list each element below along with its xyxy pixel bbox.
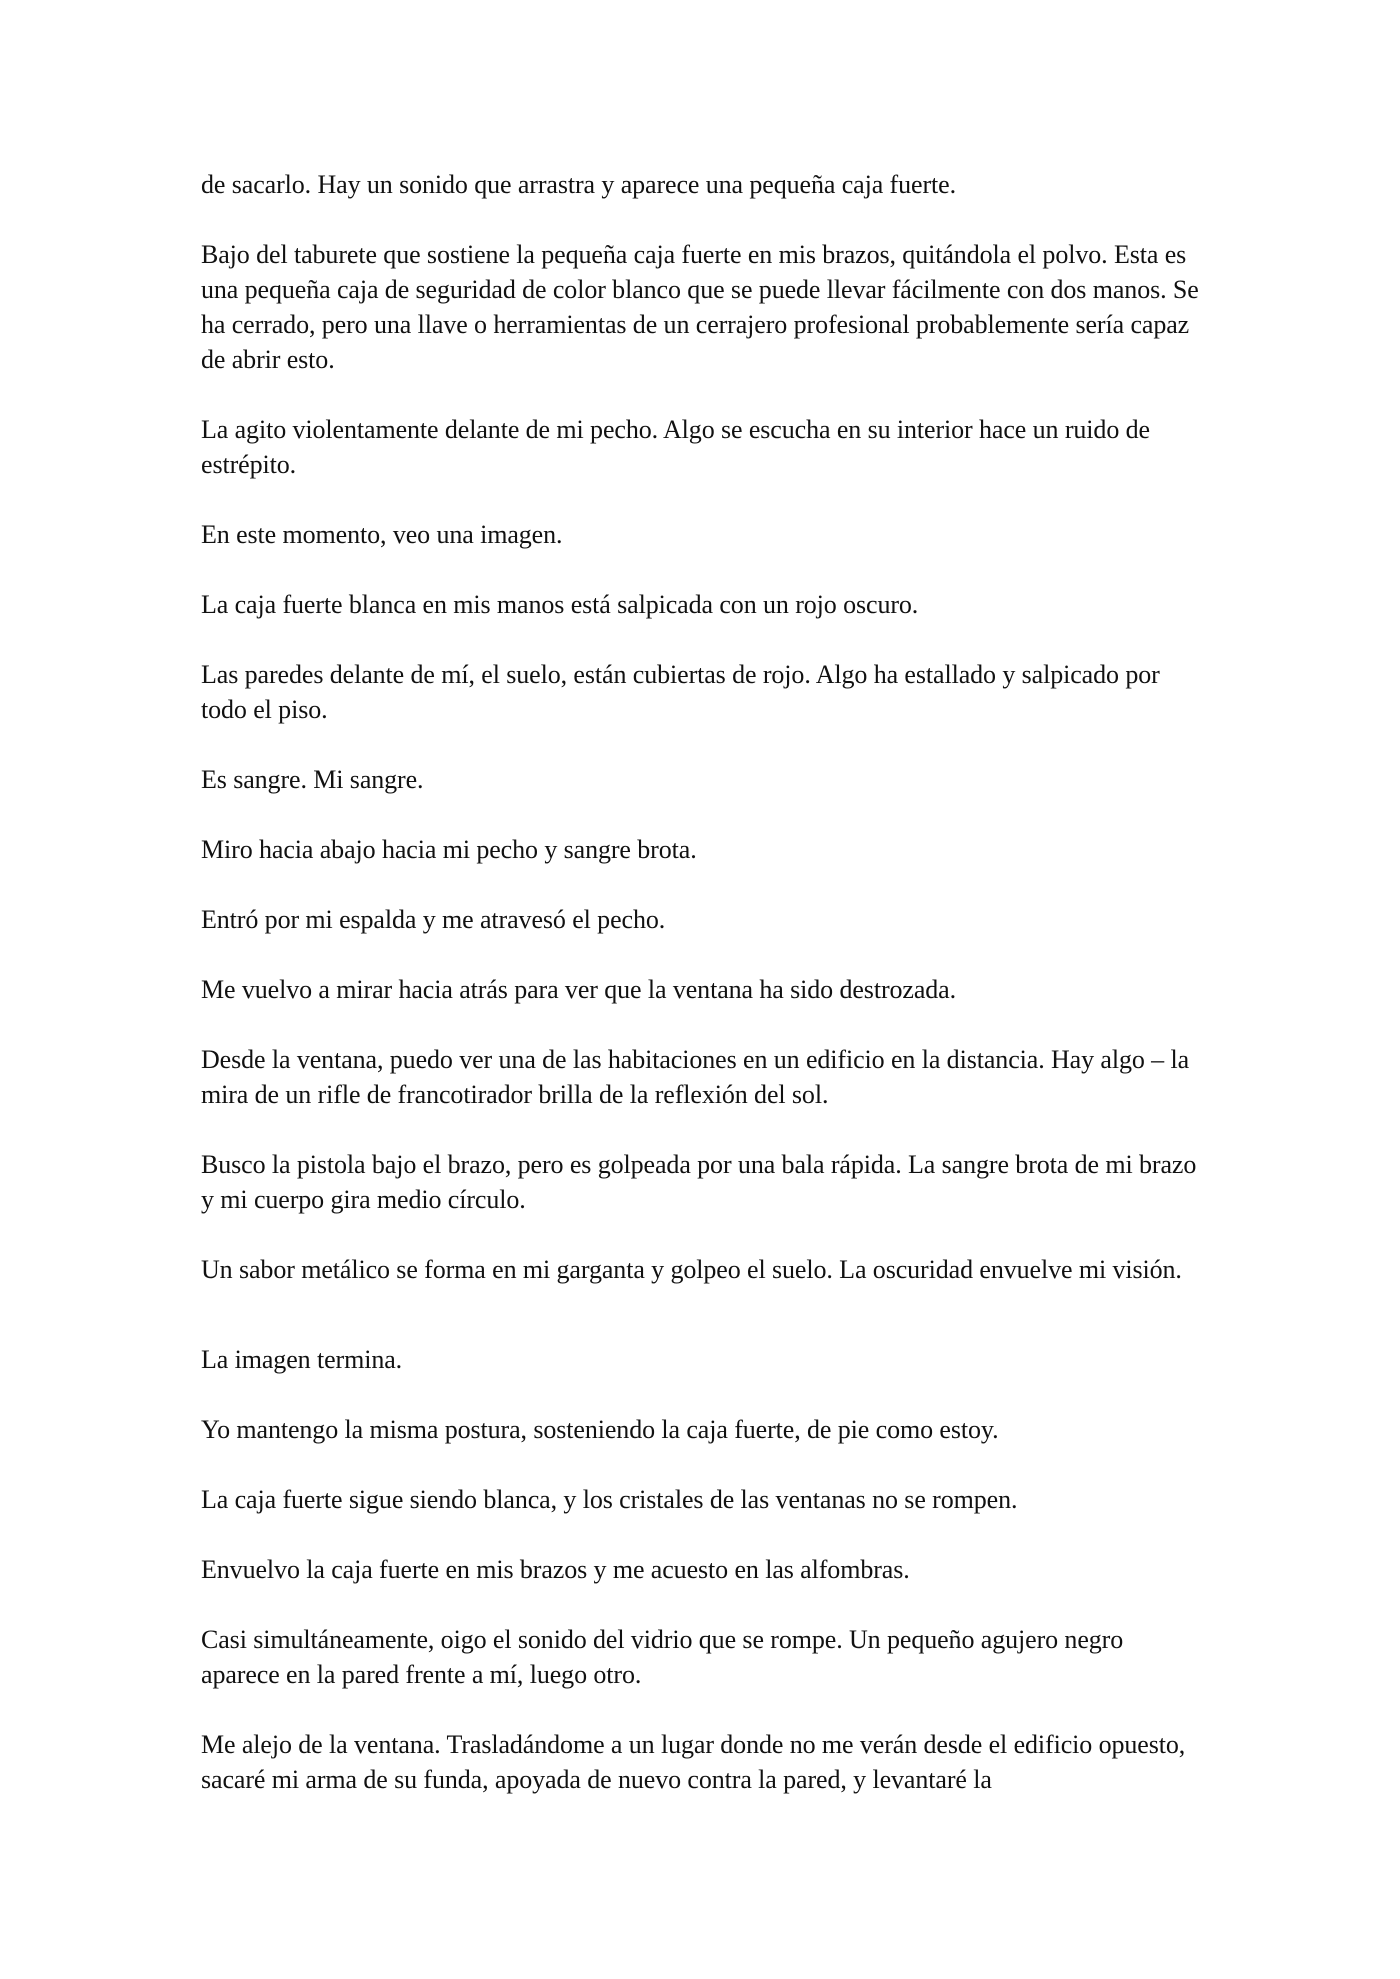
paragraph-text: Envuelvo la caja fuerte en mis brazos y me acuesto en las alfombras. xyxy=(201,1555,910,1584)
paragraph-text: Casi simultáneamente, oigo el sonido del vidrio que se rompe. Un pequeño agujero negro aparece en la pared frente a mí, luego otro. xyxy=(201,1625,1124,1689)
text-paragraph xyxy=(201,762,1201,797)
text-paragraph xyxy=(201,1252,1201,1287)
paragraph-text: En este momento, veo una imagen. xyxy=(201,520,563,549)
text-paragraph xyxy=(201,1482,1201,1517)
paragraph-text: La agito violentamente delante de mi pecho. Algo se escucha en su interior hace un ruido de estrépito. xyxy=(201,415,1150,479)
text-paragraph xyxy=(201,1622,1201,1692)
text-paragraph xyxy=(201,412,1201,482)
text-paragraph xyxy=(201,657,1201,727)
paragraph-text: La imagen termina. xyxy=(201,1345,403,1374)
text-paragraph xyxy=(201,587,1201,622)
text-paragraph xyxy=(201,832,1201,867)
paragraph-text: Yo mantengo la misma postura, sosteniendo la caja fuerte, de pie como estoy. xyxy=(201,1415,999,1444)
paragraph-text: La caja fuerte blanca en mis manos está salpicada con un rojo oscuro. xyxy=(201,590,919,619)
text-paragraph xyxy=(201,167,1201,202)
text-paragraph xyxy=(201,1042,1201,1112)
text-paragraph xyxy=(201,517,1201,552)
text-paragraph xyxy=(201,1552,1201,1587)
paragraph-text: Entró por mi espalda y me atravesó el pecho. xyxy=(201,905,666,934)
paragraph-text: Un sabor metálico se forma en mi garganta y golpeo el suelo. La oscuridad envuelve mi visión. xyxy=(201,1255,1182,1284)
paragraph-text: Es sangre. Mi sangre. xyxy=(201,765,424,794)
paragraph-text: Busco la pistola bajo el brazo, pero es golpeada por una bala rápida. La sangre brota de mi brazo y mi cuerpo gira medio círculo. xyxy=(201,1150,1197,1214)
paragraph-text: Bajo del taburete que sostiene la pequeña caja fuerte en mis brazos, quitándola el polvo. Esta es una pequeña caja de seguridad de color blanco que se puede llevar fácilmente con dos manos. Se ha cerrado, pero una llave o herramientas de un cerrajero profesional probablemente sería capaz de abrir esto. xyxy=(201,240,1199,374)
text-paragraph xyxy=(201,1342,1201,1377)
text-paragraph xyxy=(201,237,1201,377)
paragraph-text: Miro hacia abajo hacia mi pecho y sangre brota. xyxy=(201,835,697,864)
text-paragraph xyxy=(201,972,1201,1007)
text-paragraph xyxy=(201,1727,1201,1797)
paragraph-text: La caja fuerte sigue siendo blanca, y los cristales de las ventanas no se rompen. xyxy=(201,1485,1018,1514)
text-paragraph xyxy=(201,1412,1201,1447)
paragraph-text: Desde la ventana, puedo ver una de las habitaciones en un edificio en la distancia. Hay algo – la mira de un rifle de francotirador brilla de la reflexión del sol. xyxy=(201,1045,1190,1109)
paragraph-text: Las paredes delante de mí, el suelo, están cubiertas de rojo. Algo ha estallado y salpicado por todo el piso. xyxy=(201,660,1160,724)
paragraph-text: Me vuelvo a mirar hacia atrás para ver que la ventana ha sido destrozada. xyxy=(201,975,957,1004)
paragraph-text: Me alejo de la ventana. Trasladándome a un lugar donde no me verán desde el edificio opuesto, sacaré mi arma de su funda, apoyada de nuevo contra la pared, y levantaré la xyxy=(201,1730,1186,1794)
text-paragraph xyxy=(201,1147,1201,1217)
paragraph-text: de sacarlo. Hay un sonido que arrastra y aparece una pequeña caja fuerte. xyxy=(201,170,956,199)
text-paragraph xyxy=(201,902,1201,937)
